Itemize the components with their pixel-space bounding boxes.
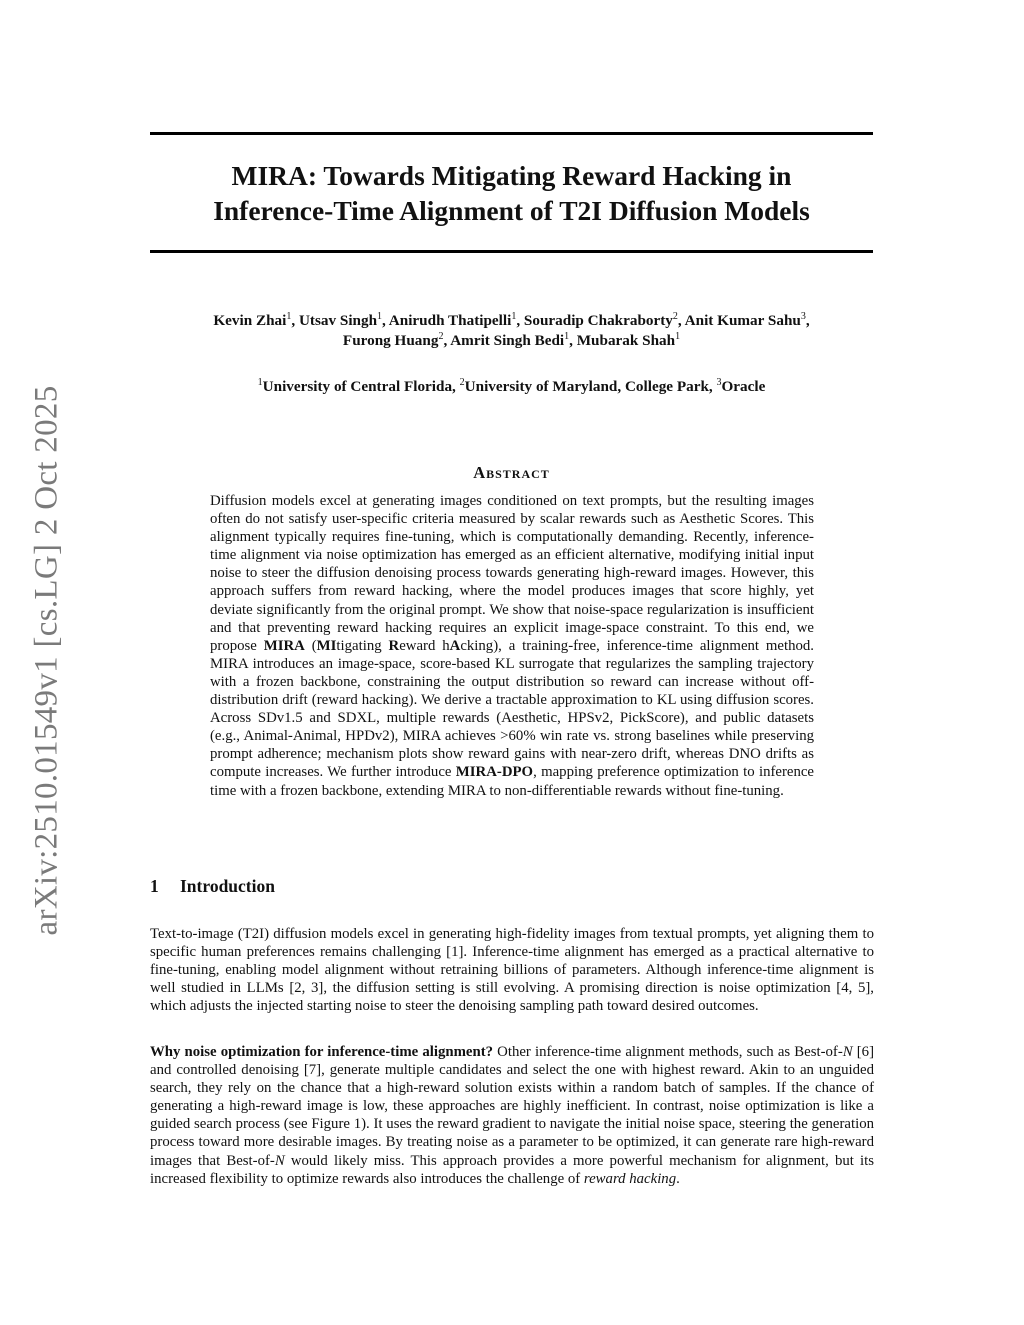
author-name: Souradip Chakraborty: [523, 312, 673, 329]
abstract-bold-mira: MIRA: [263, 637, 305, 654]
title-rule-top: [150, 132, 873, 135]
abstract-segment: cking), a training-free, inference-time alignment method. MIRA introduces an image-space, score-based KL surrogate that regularizes the sampling trajectory with a frozen backbone, constraining the output distribution so reward can increase without off-distribution drift (reward hacking). We derive a tractable approximation to KL using diffusion scores. Across SDv1.5 and SDXL, multiple rewards (Aesthetic, HPSv2, PickScore), and public datasets (e.g., Animal-Animal, HPDv2), MIRA achieves >60% win rate vs. strong baselines while preserving prompt adherence; mechanism plots show reward gains with near-zero drift, whereas DNO drifts as compute increases. We further introduce: [210, 637, 814, 781]
paper-title: [150, 158, 873, 228]
author-name: Furong Huang: [342, 332, 439, 349]
arxiv-identifier: arXiv:2510.01549v1 [cs.LG] 2 Oct 2025: [28, 384, 65, 936]
section-heading-introduction: [150, 876, 873, 897]
abstract-bold-letters: MI: [316, 637, 337, 654]
abstract-bold-mira-dpo: MIRA-DPO: [455, 764, 534, 781]
abstract-text: [210, 492, 814, 800]
affiliation-name: University of Maryland, College Park,: [464, 378, 713, 395]
author-name: Utsav Singh: [298, 312, 378, 329]
author-separator: ,: [805, 312, 810, 329]
abstract-heading: Abstract: [473, 463, 550, 482]
paragraph-segment: Other inference-time alignment methods, such as Best-of-: [493, 1044, 843, 1060]
abstract-segment: eward h: [399, 637, 450, 654]
title-rule-bottom: [150, 250, 873, 253]
author-name: Kevin Zhai: [213, 312, 287, 329]
paragraph-segment: .: [676, 1170, 680, 1187]
intro-paragraph-2: [150, 1043, 874, 1188]
author-name: Mubarak Shah: [576, 332, 676, 349]
abstract-bold-letters: A: [449, 637, 461, 654]
paragraph-run-in-heading: Why noise optimization for inference-time alignment?: [150, 1044, 494, 1060]
affiliation-number: 2: [459, 377, 465, 388]
section-title: Introduction: [180, 876, 275, 896]
author-separator: ,: [382, 312, 389, 329]
author-affiliation-mark: 2: [672, 311, 678, 322]
abstract-bold-letters: R: [388, 637, 400, 654]
author-line-1: [150, 311, 873, 331]
author-name: Anit Kumar Sahu: [684, 312, 801, 329]
author-list: [150, 311, 873, 351]
math-variable: N: [842, 1044, 853, 1060]
abstract-segment: tigating: [336, 637, 389, 654]
author-affiliation-mark: 1: [675, 331, 681, 342]
affiliation-name: Oracle: [721, 378, 766, 395]
affiliation-name: University of Central Florida,: [262, 378, 456, 395]
affiliation-list: [150, 377, 873, 397]
paragraph-segment: [6] and controlled denoising [7], generate multiple candidates and select the one with highest reward. Akin to an unguided search, they rely on the chance that a high-reward solution exists within a random batch of samples. If the chance of generating a high-reward image is low, these approaches are highly inefficient. In contrast, noise optimization is like a guided search process (see Figure 1). It uses the reward gradient to navigate the initial noise space, steering the generation process toward more desirable images. By treating noise as a parameter to be optimized, it can generate rare high-reward images that Best-of-: [150, 1044, 874, 1169]
arxiv-sidebar: [18, 380, 76, 940]
affiliation-number: 3: [716, 377, 722, 388]
paragraph-segment: would likely miss. This approach provides a more powerful mechanism for alignment, but its increased flexibility to optimize rewards also introduces the challenge of: [150, 1152, 874, 1187]
section-number: 1: [150, 876, 159, 896]
author-separator: ,: [677, 312, 685, 329]
author-name: Amrit Singh Bedi: [450, 332, 565, 349]
author-separator: ,: [291, 312, 299, 329]
author-separator: ,: [516, 312, 524, 329]
author-affiliation-mark: 1: [286, 311, 292, 322]
abstract-segment: , mapping preference optimization to inference time with a frozen backbone, extending MIRA to non-differentiable rewards without fine-tuning.: [210, 764, 814, 799]
author-affiliation-mark: 3: [800, 311, 806, 322]
abstract-segment: (: [304, 637, 317, 654]
emphasis-reward-hacking: reward hacking: [583, 1170, 677, 1187]
abstract-segment: Diffusion models excel at generating images conditioned on text prompts, but the resulting images often do not satisfy user-specific criteria measured by scalar rewards such as Aesthetic Scores. This alignment typically requires fine-tuning, which is computationally demanding. Recently, inference-time alignment via noise optimization has emerged as an efficient alternative, modifying initial input noise to steer the diffusion denoising process towards generating high-reward images. However, this approach suffers from reward hacking, where the model produces images that score highly, yet deviate significantly from the original prompt. We show that noise-space regularization is insufficient and that preventing reward hacking requires an explicit image-space constraint. To this end, we propose: [210, 493, 814, 654]
author-affiliation-mark: 1: [511, 311, 517, 322]
math-variable: N: [274, 1152, 285, 1169]
affiliation-number: 1: [257, 377, 263, 388]
author-separator: ,: [443, 332, 451, 349]
author-affiliation-mark: 1: [564, 331, 570, 342]
author-name: Anirudh Thatipelli: [388, 312, 512, 329]
author-affiliation-mark: 2: [438, 331, 444, 342]
title-line-2: Inference-Time Alignment of T2I Diffusion Models: [213, 195, 810, 226]
author-separator: ,: [569, 332, 577, 349]
intro-paragraph-1: Text-to-image (T2I) diffusion models excel in generating high-fidelity images from textual prompts, yet aligning them to specific human preferences remains challenging [1]. Inference-time alignment has emerged as a practical alternative to fine-tuning, enabling model alignment without retraining billions of parameters. Although inference-time alignment is well studied in LLMs [2, 3], the diffusion setting is still evolving. A promising direction is noise optimization [4, 5], which adjusts the injected starting noise to steer the denoising sampling path toward desired outcomes.: [150, 926, 874, 1015]
author-line-2: [150, 331, 873, 351]
author-affiliation-mark: 1: [377, 311, 383, 322]
title-line-1: MIRA: Towards Mitigating Reward Hacking in: [231, 160, 792, 191]
